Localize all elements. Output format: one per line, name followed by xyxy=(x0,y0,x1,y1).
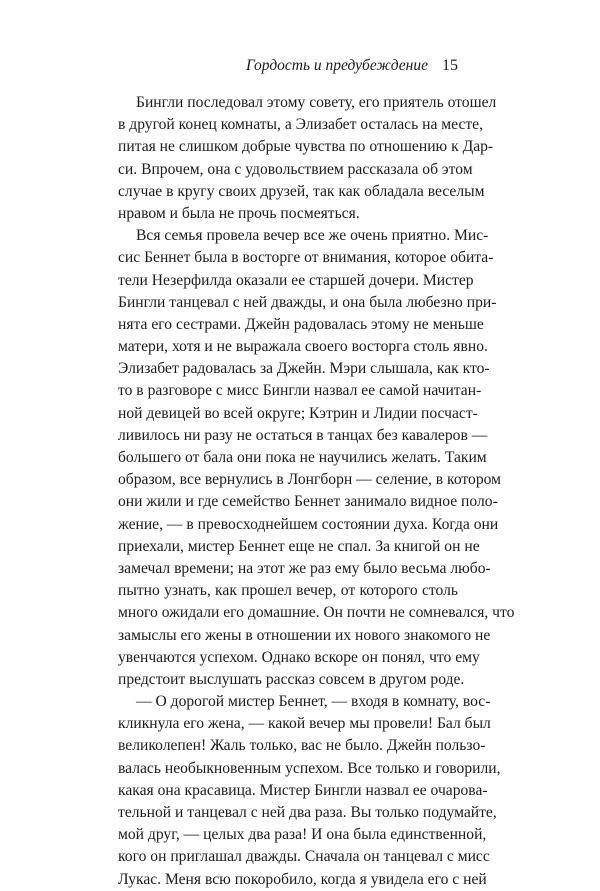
text-line: ливилось ни разу не остаться в танцах без кавалеров — xyxy=(118,426,488,444)
text-line: матери, хотя и не выражала своего восторга столь явно. xyxy=(118,338,488,356)
text-line: Вся семья провела вечер все же очень приятно. Мис- xyxy=(136,227,489,245)
text-line: тели Незерфилда оказали ее старшей дочери. Мистер xyxy=(118,271,474,289)
text-line: сис Беннет была в восторге от внимания, которое обита- xyxy=(118,249,494,267)
text-line: нята его сестрами. Джейн радовалась этому не меньше xyxy=(118,315,484,333)
text-line: замыслы его жены в отношении их нового знакомого не xyxy=(118,626,491,644)
text-line: Бингли танцевал с ней дважды, и она была любезно при- xyxy=(118,293,497,311)
text-line: мой друг, — целых два раза! И она была единственной, xyxy=(118,826,487,844)
text-line: Элизабет радовалась за Джейн. Мэри слышала, как кто- xyxy=(118,360,490,378)
text-line: валась необыкновенным успехом. Все только и говорили, xyxy=(118,759,501,777)
text-line: питая не слишком добрые чувства по отношению к Дар- xyxy=(118,138,494,156)
text-line: образом, все вернулись в Лонгборн — селение, в котором xyxy=(118,471,501,489)
text-line: Бингли последовал этому совету, его приятель отошел xyxy=(136,94,497,111)
text-line: замечал времени; на этот же раз ему было весьма любо- xyxy=(118,559,491,577)
page-number: 15 xyxy=(442,57,458,74)
text-line: они жили и где семейство Беннет занимало видное поло- xyxy=(118,493,498,511)
text-line: много ожидали его домашние. Он почти не сомневался, что xyxy=(118,604,515,622)
running-header xyxy=(118,57,458,79)
text-line: си. Впрочем, она с удовольствием рассказала об этом xyxy=(118,160,473,178)
text-line: увенчаются успехом. Однако вскоре он понял, что ему xyxy=(118,648,480,666)
text-line: кого он приглашал дважды. Сначала он танцевал с мисс xyxy=(118,848,490,866)
text-line: великолепен! Жаль только, вас не было. Джейн пользо- xyxy=(118,737,486,755)
text-line: — О дорогой мистер Беннет, — входя в комнату, вос- xyxy=(136,693,491,711)
text-line: случае в кругу своих друзей, так как обладала веселым xyxy=(118,182,485,200)
text-line: приехали, мистер Беннет еще не спал. За книгой он не xyxy=(118,537,480,555)
text-line: предстоит выслушать рассказ совсем в другом роде. xyxy=(118,670,465,688)
text-line: тельной и танцевал с ней два раза. Вы только подумайте, xyxy=(118,804,497,821)
running-title: Гордость и предубеждение xyxy=(246,57,428,74)
text-line: в другой конец комнаты, а Элизабет осталась на месте, xyxy=(118,116,484,134)
text-line: ной девицей во всей округе; Кэтрин и Лидии посчаст- xyxy=(118,404,478,422)
text-line: жение, — в превосходнейшем состоянии духа. Когда они xyxy=(118,515,499,533)
text-line: Лукас. Меня всю покоробило, когда я увидела его с ней xyxy=(118,870,487,888)
text-line: пытно узнать, как прошел вечер, от которого столь xyxy=(118,582,458,600)
text-line: кликнула его жена, — какой вечер мы провели! Бал был xyxy=(118,715,491,733)
body-text xyxy=(118,92,515,891)
text-line: нравом и была не прочь посмеяться. xyxy=(118,204,360,222)
text-line: какая она красавица. Мистер Бингли назвал ее очарова- xyxy=(118,781,488,799)
text-line: то в разговоре с мисс Бингли назвал ее самой начитан- xyxy=(118,382,482,400)
text-line: большего от бала они пока не научились желать. Таким xyxy=(118,449,487,466)
